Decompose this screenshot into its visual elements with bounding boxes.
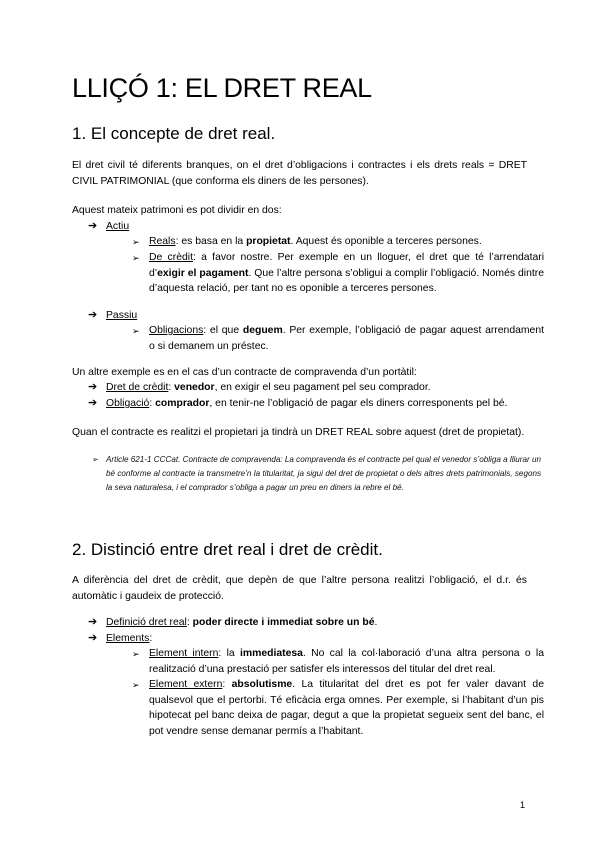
arrow-bullet-icon: ➔ <box>88 632 98 644</box>
triangle-bullet-icon: ➢ <box>132 649 140 659</box>
list-item-obligacions: ➢ Obligacions: el que deguem. Per exemple, l’obligació de pagar aquest arrendament o si demanem un préstec. <box>132 325 544 352</box>
paragraph-diferencia: A diferència del dret de crèdit, que depèn de que l’altre persona realitzi l’obligació, el d.r. és automàtic i gaudeix de protecció. <box>72 575 527 602</box>
triangle-bullet-icon: ➢ <box>132 680 140 690</box>
page-title: LLIÇÓ 1: EL DRET REAL <box>72 73 372 103</box>
list-item-actiu: ➔ Actiu <box>88 219 545 235</box>
triangle-bullet-icon: ➢ <box>132 237 140 247</box>
list-item-elements: ➔ Elements: <box>88 631 545 647</box>
triangle-bullet-icon: ➢ <box>92 455 99 464</box>
arrow-bullet-icon: ➔ <box>88 381 98 393</box>
section-1-heading: 1. El concepte de dret real. <box>72 124 276 143</box>
paragraph-example: Un altre exemple es en el cas d’un contracte de compravenda d’un portàtil: <box>72 367 417 378</box>
paragraph-dret-real: Quan el contracte es realitzi el propietari ja tindrà un DRET REAL sobre aquest (dret de propietat). <box>72 427 525 438</box>
paragraph-patrimoni: Aquest mateix patrimoni es pot dividir en dos: <box>72 205 282 216</box>
list-item-element-intern: ➢ Element intern: la immediatesa. No cal la col·laboració d’una altra persona o la realització d’una prestació per satisfer els interessos del titular del dret real. <box>132 648 545 675</box>
arrow-bullet-icon: ➔ <box>88 220 98 232</box>
list-item-element-extern: ➢ Element extern: absolutisme. La titularitat del dret es pot fer valer davant de qualsevol que el pertorbi. Té eficàcia erga omnes. Per exemple, si l’habitant d’un pis hipotecat pel banc deixa de pagar, degut a que la propietat segueix sent del banc, el pot vendre sense demanar permís a l’habitant. <box>132 679 544 737</box>
list-item-dret-credit: ➔ Dret de crèdit: venedor, en exigir el seu pagament pel seu comprador. <box>88 380 545 396</box>
triangle-bullet-icon: ➢ <box>132 326 140 336</box>
arrow-bullet-icon: ➔ <box>88 616 98 628</box>
list-item-reals: ➢ Reals: es basa en la propietat. Aquest és oponible a terceres persones. <box>132 234 544 250</box>
section-2-heading: 2. Distinció entre dret real i dret de crèdit. <box>72 540 383 559</box>
list-item-definicio: ➔ Definició dret real: poder directe i immediat sobre un bé. <box>88 615 545 631</box>
legal-note: ➢ Article 621-1 CCCat. Contracte de compravenda: La compravenda és el contracte pel qual el venedor s’obliga a lliurar un bé conforme al contracte ia transmetre’n la titularitat, ja sigui del dret de propietat o dels altres drets patrimonials, segons la seva naturalesa, i el comprador s’obliga a pagar un preu en diners ia rebre el bé. <box>92 455 541 493</box>
page-number: 1 <box>520 800 526 810</box>
arrow-bullet-icon: ➔ <box>88 309 98 321</box>
paragraph-intro: El dret civil té diferents branques, on el dret d’obligacions i contractes i els drets reals = DRET CIVIL PATRIMONIAL (que conforma els diners de les persones). <box>72 160 527 187</box>
list-item-obligacio: ➔ Obligació: comprador, en tenir-ne l’obligació de pagar els diners corresponents pel bé. <box>88 396 545 412</box>
list-item-passiu: ➔ Passiu <box>88 308 545 324</box>
triangle-bullet-icon: ➢ <box>132 253 140 263</box>
arrow-bullet-icon: ➔ <box>88 397 98 409</box>
list-item-credit: ➢ De crèdit: a favor nostre. Per exemple en un lloguer, el dret que té l’arrendatari d’exigir el pagament. Que l’altre persona s’obligui a complir l’obligació. Només dintre d’aquesta relació, per tant no es oponible a terceres persones. <box>132 252 545 294</box>
